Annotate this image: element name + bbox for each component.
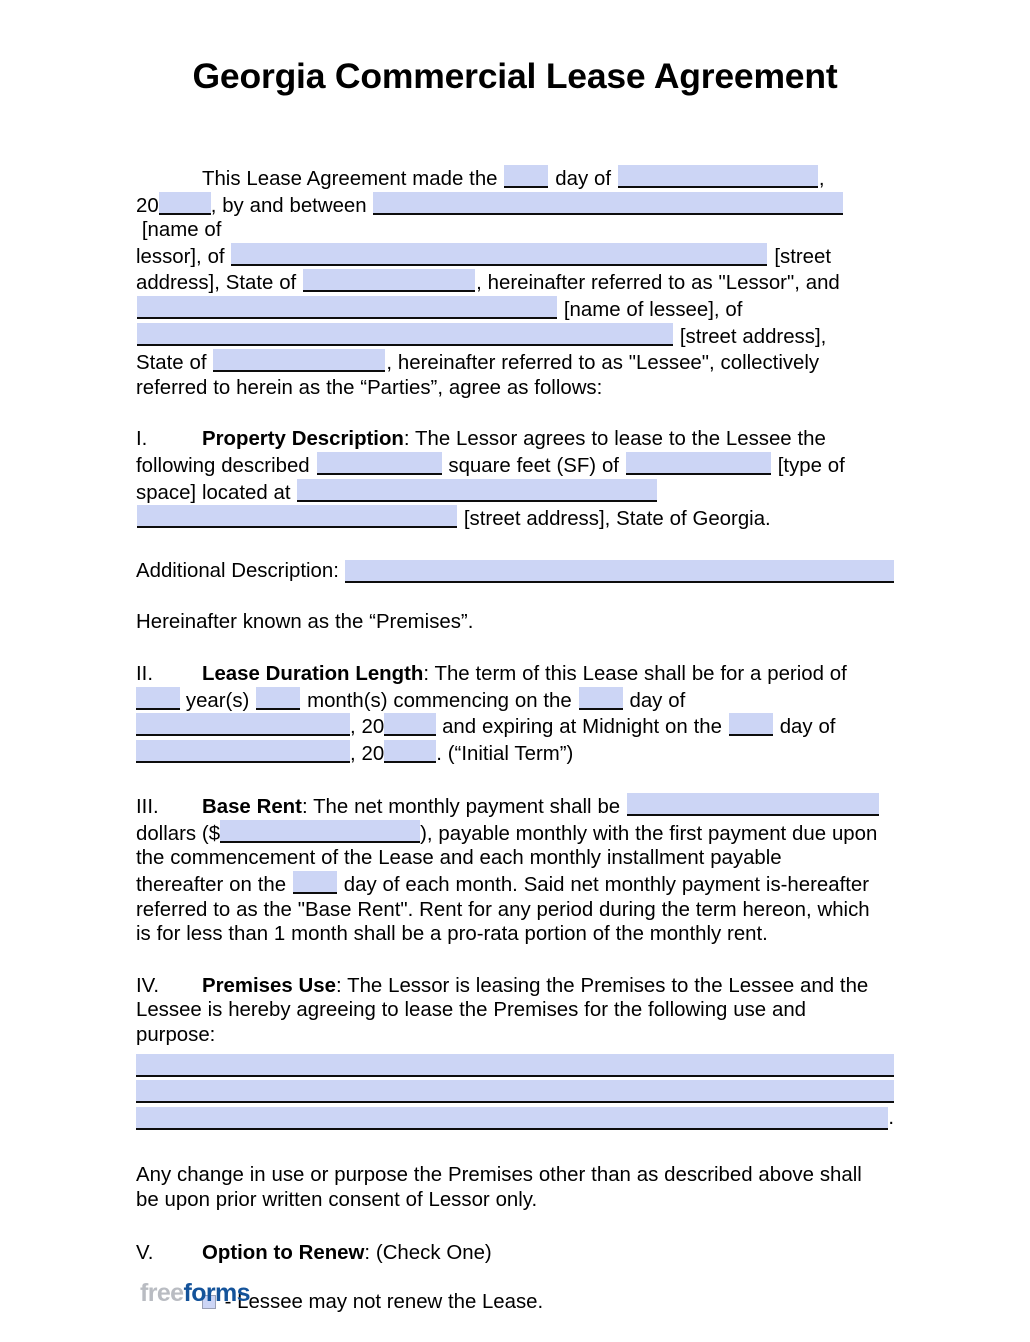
section-5-numeral: V. [136,1242,154,1265]
section-3-text-5: thereafter on the [136,874,287,897]
section-4-text-2: Lessee is hereby agreeing to lease the Premises for the following use and [136,999,807,1022]
field-term-months[interactable] [256,687,300,710]
premises-note: Hereinafter known as the “Premises”. [136,611,474,634]
intro-text-2: day of [555,168,612,190]
field-lessor-street-address[interactable] [231,243,767,266]
intro-text-4: 20 [136,194,159,217]
field-rent-words[interactable] [627,793,879,816]
field-rent-amount[interactable] [220,820,420,843]
intro-text-1: This Lease Agreement made the [202,168,498,190]
section-2-text-7: day of [779,716,836,739]
section-2-numeral: II. [136,662,153,685]
additional-description-row [136,559,894,584]
field-lessor-name[interactable] [373,192,843,215]
section-1-text-5: space] located at [136,481,291,504]
field-additional-description[interactable] [345,560,894,583]
logo-text-free: free [140,1279,184,1307]
field-premises-address-line2[interactable] [137,505,457,528]
field-premises-use-line-3[interactable] [136,1107,888,1130]
field-lessee-street-address[interactable] [137,323,673,346]
intro-text-9: address], State of [136,272,297,295]
intro-text-7: lessor], of [136,245,225,268]
section-4-text-1: : The Lessor is leasing the Premises to the Lessee and the [335,974,869,997]
section-4-text-3: purpose: [136,1024,216,1047]
section-1-text-1: : The Lessor agrees to lease to the Lessee the [403,428,826,451]
field-lessor-state[interactable] [303,269,475,292]
section-premises-use [136,974,894,1048]
intro-text-8: [street [774,245,832,268]
field-year[interactable] [159,192,211,215]
section-property-description [136,427,894,531]
intro-paragraph [136,165,894,400]
intro-text-11: [name of lessee], of [563,298,743,321]
field-expire-year[interactable] [384,740,436,763]
field-premises-use-line-1[interactable] [136,1054,894,1077]
section-1-text-4: [type of [777,454,845,477]
section-2-text-8: , 20 [350,742,385,765]
field-square-feet[interactable] [317,452,442,475]
section-base-rent [136,793,894,947]
renew-option-1-label: - Lessee may not renew the Lease. [224,1291,544,1313]
change-note-text-1: Any change in use or purpose the Premises other than as described above shall [136,1164,862,1187]
intro-text-15: referred to herein as the “Parties”, agree as follows: [136,376,603,399]
intro-text-12: [street address], [679,325,827,348]
section-1-heading: Property Description [202,428,404,451]
section-2-text-3: month(s) commencing on the [307,689,572,712]
field-lessee-name[interactable] [137,296,557,319]
intro-text-14: , hereinafter referred to as "Lessee", collectively [386,352,820,375]
document-body [136,165,894,1315]
change-note-text-2: be upon prior written consent of Lessor only. [136,1188,538,1211]
page-title: Georgia Commercial Lease Agreement [192,56,838,96]
section-4-heading: Premises Use [202,974,336,997]
field-expire-day[interactable] [729,713,773,736]
section-3-numeral: III. [136,796,159,819]
additional-description-label: Additional Description: [136,559,339,582]
section-1-numeral: I. [136,428,148,451]
field-type-of-space[interactable] [626,452,771,475]
intro-text-3: , [818,168,825,190]
section-2-text-4: day of [629,689,686,712]
section-1-text-6: [street address], State of Georgia. [463,508,771,531]
section-2-text-6: and expiring at Midnight on the [442,716,722,739]
field-term-years[interactable] [136,687,180,710]
section-2-text-5: , 20 [350,716,385,739]
field-premises-use-line-2[interactable] [136,1080,894,1103]
intro-text-13: State of [136,352,207,375]
section-3-heading: Base Rent [202,796,302,819]
section-1-text-2: following described [136,454,310,477]
section-1-text-3: square feet (SF) of [448,454,619,477]
field-day-of-month[interactable] [504,165,548,188]
change-of-use-note [136,1163,894,1212]
field-commence-day[interactable] [579,687,623,710]
field-commence-month[interactable] [136,713,350,736]
section-5-heading: Option to Renew [202,1242,365,1265]
section-3-text-3: ), payable monthly with the first payment due upon [420,822,878,845]
intro-text-10: , hereinafter referred to as "Lessor", and [476,272,840,295]
premises-use-line-3-row [136,1106,894,1131]
section-3-text-8: is for less than 1 month shall be a pro-rata portion of the monthly rent. [136,923,768,946]
section-3-text-7: referred to as the "Base Rent". Rent for any period during the term hereon, which [136,898,870,921]
section-option-to-renew [136,1241,894,1266]
section-2-text-1: : The term of this Lease shall be for a period of [423,662,847,685]
section-3-text-6: day of each month. Said net monthly payment is-hereafter [343,874,870,897]
section-2-text-2: year(s) [185,689,250,712]
field-premises-address-line1[interactable] [297,479,657,502]
section-3-text-1: : The net monthly payment shall be [301,796,621,819]
section-2-text-9: . (“Initial Term”) [436,742,574,765]
section-2-heading: Lease Duration Length [202,662,424,685]
section-3-text-4: the commencement of the Lease and each monthly installment payable [136,847,782,870]
section-5-text-1: : (Check One) [364,1242,492,1265]
section-4-numeral: IV. [136,974,160,997]
section-4-period: . [888,1106,894,1129]
freeforms-logo [140,1281,250,1306]
field-commence-year[interactable] [384,713,436,736]
field-expire-month[interactable] [136,740,350,763]
section-lease-duration [136,662,894,766]
intro-text-6: [name of [141,219,222,242]
field-month[interactable] [618,165,818,188]
section-3-text-2: dollars ($ [136,822,221,845]
logo-text-forms: forms [183,1279,250,1307]
field-rent-due-day[interactable] [293,871,337,894]
field-lessee-state[interactable] [213,349,385,372]
intro-text-5: , by and between [210,194,367,217]
